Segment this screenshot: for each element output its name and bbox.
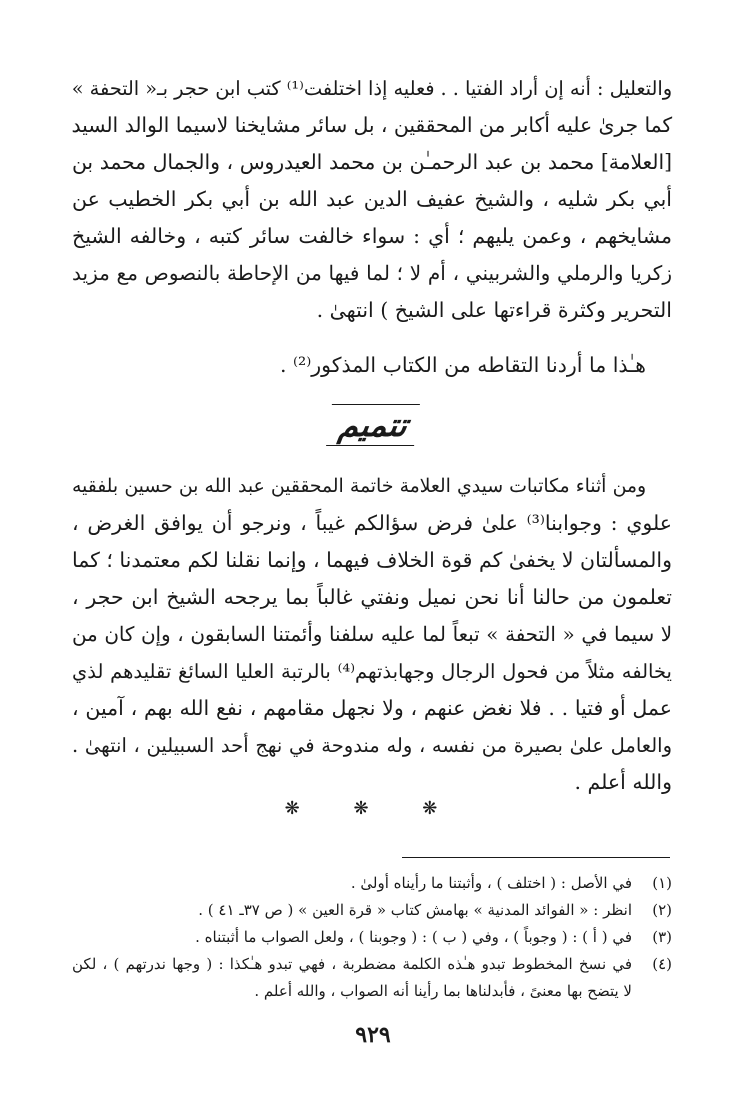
text-line: عمل أو فتيا . . فلا نغض عنهم ، ولا نجهل مقامهم ، نفع الله بهم ، آمين ، xyxy=(72,696,672,720)
footnote-line: في ( أ ) : ( وجوباً ) ، وفي ( ب ) : ( وجوبنا ) ، ولعل الصواب ما أثبتناه . xyxy=(195,928,632,946)
text-line: التحرير وكثرة قراءتها على الشيخ ) انتهىٰ . xyxy=(316,298,672,322)
footnote-item xyxy=(72,897,672,924)
text-line: والتعليل : أنه إن أراد الفتيا . . فعليه إذا اختلفت⁽¹⁾ كتب ابن حجر بـ« التحفة » xyxy=(71,77,672,100)
text-line: يخالفه مثلاً من فحول الرجال وجهابذتهم⁽⁴⁾ بالرتبة العليا السائغ تقليدهم لذي xyxy=(72,660,672,683)
text-line: مشايخهم ، وعمن يليهم ؛ أي : سواء خالفت سائر كتبه ، وخالفه الشيخ xyxy=(72,224,672,248)
footnote-text xyxy=(72,870,632,897)
footnote-text xyxy=(72,951,632,1005)
section-divider-stars: ❋ ❋ ❋ xyxy=(284,798,462,819)
text-line: ومن أثناء مكاتبات سيدي العلامة خاتمة المحققين عبد الله بن حسين بلفقيه xyxy=(72,476,646,497)
text-line: لا سيما في « التحفة » تبعاً لما عليه سلفنا وأئمتنا السابقون ، وإن كان من xyxy=(72,623,672,646)
text-line: تعلمون من حالنا أنا نحن نميل ونفتي غالباً بما يرجحه الشيخ ابن حجر ، xyxy=(72,585,672,609)
heading-title: تتميم xyxy=(326,404,420,446)
footnote-number: (١) xyxy=(652,874,672,892)
footnote-separator xyxy=(402,857,670,858)
footnote-item xyxy=(72,951,672,1005)
paragraph-reasoning xyxy=(72,70,672,329)
footnote-number: (٣) xyxy=(652,928,672,946)
page-number: ٩٢٩ xyxy=(355,1022,391,1048)
text-line: والمسألتان لا يخفىٰ كم قوة الخلاف فيهما ، وإنما نقلنا لكم معتمدنا ؛ كما xyxy=(72,548,672,572)
footnote-number: (٢) xyxy=(652,901,672,919)
footnote-text xyxy=(72,924,632,951)
text-line: زكريا والرملي والشربيني ، أم لا ؛ لما فيها من الإحاطة بالنصوص مع مزيد xyxy=(72,261,672,285)
paragraph-conclusion xyxy=(72,347,672,384)
section-heading xyxy=(0,404,746,446)
footnote-line: في نسخ المخطوط تبدو هـٰذه الكلمة مضطربة ، فهي تبدو هـٰكذا : ( وجها ندرتهم ) ، لكن xyxy=(72,955,632,973)
text-line: كما جرىٰ عليه أكابر من المحققين ، بل سائر مشايخنا لاسيما الوالد السيد xyxy=(71,113,672,137)
footnote-line: في الأصل : ( اختلف ) ، وأثبتنا ما رأيناه أولىٰ . xyxy=(350,874,632,892)
text-line: والله أعلم . xyxy=(574,770,672,794)
footnote-text xyxy=(72,897,632,924)
footnote-line: انظر : « الفوائد المدنية » بهامش كتاب « قرة العين » ( ص ٣٧ـ ٤١ ) . xyxy=(198,901,632,919)
footnote-item xyxy=(72,870,672,897)
text-line: [العلامة] محمد بن عبد الرحمـٰن بن محمد العيدروس ، والجمال محمد بن xyxy=(72,150,672,174)
footnotes xyxy=(72,870,672,1005)
text-line: علوي : وجوابنا⁽³⁾ علىٰ فرض سؤالكم غيباً ، ونرجو أن يوافق الغرض ، xyxy=(72,511,673,535)
text-line: والعامل علىٰ بصيرة من نفسه ، وله مندوحة في نهج أحد السبيلين ، انتهىٰ . xyxy=(72,734,672,757)
footnote-number: (٤) xyxy=(652,955,672,973)
footnote-line: لا يتضح بها معنىً ، فأبدلناها بما رأينا أنه الصواب ، والله أعلم . xyxy=(254,982,632,1000)
footnote-item xyxy=(72,924,672,951)
paragraph-correspondence xyxy=(72,468,672,801)
text-line: هـٰذا ما أردنا التقاطه من الكتاب المذكور⁽²⁾ . xyxy=(279,353,646,377)
text-line: أبي بكر شليه ، والشيخ عفيف الدين عبد الله بن أبي بكر الخطيب عن xyxy=(72,187,672,211)
